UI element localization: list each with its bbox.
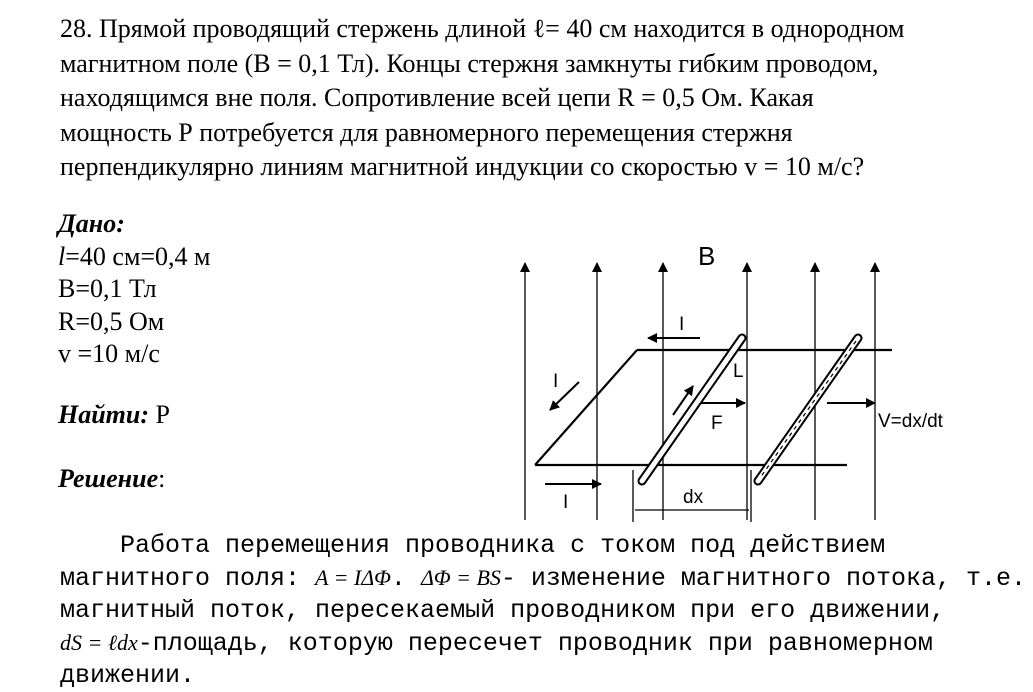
connecting-wire: [535, 350, 637, 465]
solution-line2-text: магнитного поля:: [60, 564, 316, 593]
given-field: B=0,1 Тл: [58, 274, 157, 303]
find-heading: Найти:: [58, 400, 150, 429]
given-velocity: v =10 м/с: [58, 339, 160, 368]
given-block: [58, 208, 211, 371]
solution-line: [60, 562, 1026, 595]
solution-line2-tail: - изменение магнитного потока, т.е.: [500, 564, 1026, 593]
label-l: L: [733, 361, 744, 382]
formula-area: dS = ℓdx: [60, 630, 138, 655]
formula-flux: ΔΦ = BS: [420, 565, 501, 590]
given-heading: Дано:: [58, 209, 125, 238]
find-value: Р: [149, 400, 170, 429]
length-value: =40 см=0,4 м: [65, 241, 211, 271]
solution-line: магнитный поток, пересекаемый проводником при его движении,: [60, 596, 946, 625]
problem-line: мощность Р потребуется для равномерного перемещения стержня: [60, 117, 793, 147]
solution-heading: Решение: [58, 464, 159, 493]
problem-line: перпендикулярно линиям магнитной индукции со скоростью v = 10 м/с?: [60, 152, 865, 181]
label-i-top: I: [679, 314, 685, 335]
rod: [642, 338, 742, 481]
problem-statement: [60, 12, 1020, 185]
label-i-left: I: [553, 371, 559, 392]
given-resistance: R=0,5 Ом: [58, 306, 165, 336]
solution-colon: :: [158, 464, 166, 493]
label-f: F: [711, 413, 723, 434]
rod-displaced: [758, 338, 858, 481]
solution-text: [60, 530, 1026, 692]
label-b: B: [698, 241, 716, 271]
label-dx: dx: [683, 487, 704, 508]
solution-line: Работа перемещения проводника с током под действием: [120, 531, 886, 560]
formula-separator: .: [390, 564, 421, 593]
formula-work: A = IΔΦ: [315, 565, 391, 590]
solution-line4-tail: -площадь, которую пересечет проводник при равномерном: [137, 629, 933, 658]
find-block: [58, 400, 170, 430]
rail-diagram: [515, 235, 995, 525]
solution-heading-block: [58, 464, 165, 494]
problem-line: находящимся вне поля. Сопротивление всей цепи R = 0,5 Ом. Какая: [60, 83, 814, 112]
problem-line: магнитном поле (В = 0,1 Тл). Концы стержня замкнуты гибким проводом,: [60, 48, 879, 78]
solution-line: [60, 627, 1026, 660]
label-i-bottom: I: [563, 492, 569, 513]
problem-line: 28. Прямой проводящий стержень длиной ℓ= 40 см находится в однородном: [60, 14, 905, 43]
length-symbol: l: [58, 241, 66, 271]
label-v: V=dx/dt: [878, 411, 943, 432]
given-length: [58, 241, 211, 274]
solution-line: движении.: [60, 661, 196, 690]
